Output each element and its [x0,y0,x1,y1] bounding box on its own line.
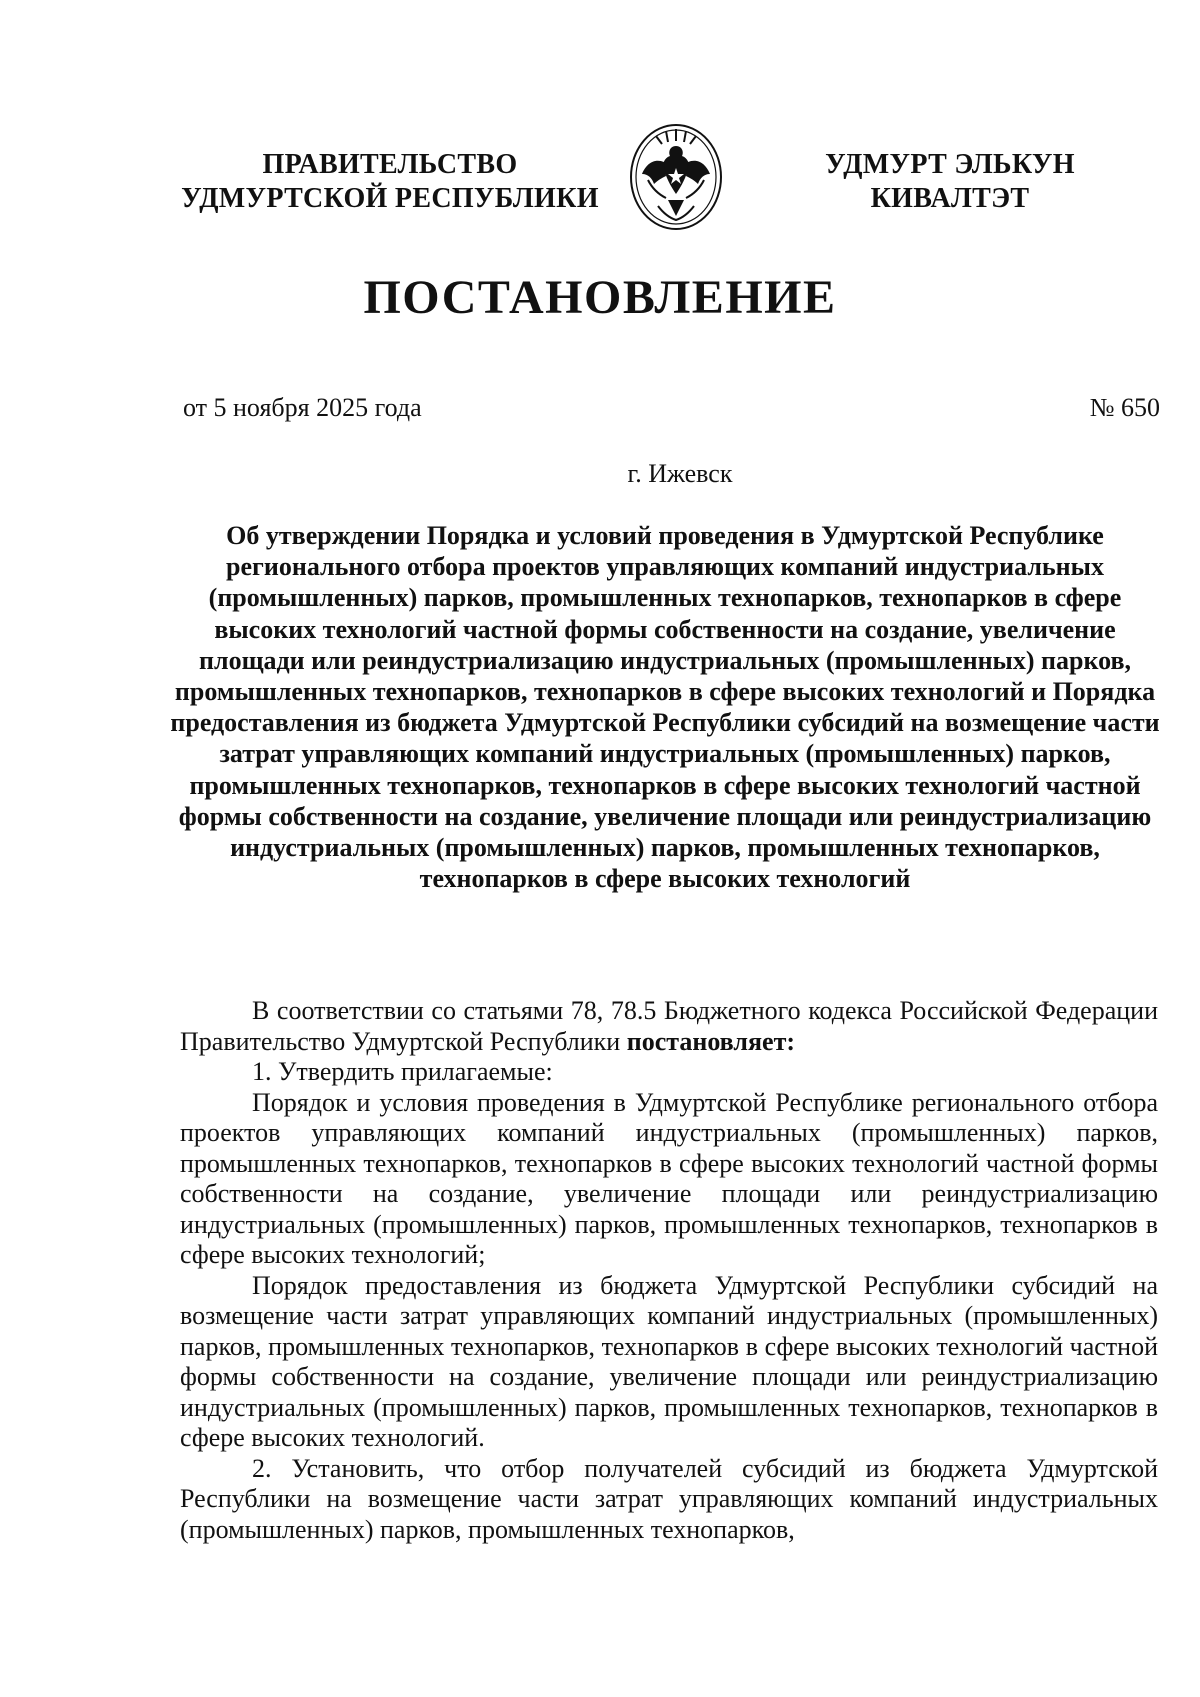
preamble-text: В соответствии со статьями 78, 78.5 Бюджетного кодекса Российской Федерации Правительство Удмуртской Республики [180,996,1158,1056]
coat-of-arms-emblem-icon [628,122,724,232]
body-paragraph-procedure-subsidies: Порядок предоставления из бюджета Удмуртской Республики субсидий на возмещение части затрат управляющих компаний индустриальных (промышленных) парков, промышленных технопарков, технопарков в сфере высоких технологий частной формы собственности на создание, увеличение площади или реиндустриализацию индустриальных (промышленных) парков, промышленных технопарков, технопарков в сфере высоких технологий. [180,1270,1158,1452]
body-paragraph-preamble [180,996,1158,1057]
org-right-line2: КИВАЛТЭТ [870,183,1030,214]
preamble-resolves: постановляет: [626,1026,795,1056]
document-city: г. Ижевск [627,459,733,488]
org-left-line1: ПРАВИТЕЛЬСТВО [262,149,518,180]
document-date: от 5 ноября 2025 года [183,393,422,422]
issuing-authority-russian [160,148,620,216]
document-type-heading: ПОСТАНОВЛЕНИЕ [363,271,837,324]
body-paragraph-item-2: 2. Установить, что отбор получателей субсидий из бюджета Удмуртской Республики на возмещение части затрат управляющих компаний индустриальных (промышленных) парков, промышленных технопарков, [180,1453,1158,1544]
resolution-title: Об утверждении Порядка и условий проведения в Удмуртской Республике регионального отбора проектов управляющих компаний индустриальных (промышленных) парков, промышленных технопарков, технопарков в сфере высоких технологий частной формы собственности на создание, увеличение площади или реиндустриализацию индустриальных (промышленных) парков, промышленных технопарков, технопарков в сфере высоких технологий и Порядка предоставления из бюджета Удмуртской Республики субсидий на возмещение части затрат управляющих компаний индустриальных (промышленных) парков, промышленных технопарков, технопарков в сфере высоких технологий частной формы собственности на создание, увеличение площади или реиндустриализацию индустриальных (промышленных) парков, промышленных технопарков, технопарков в сфере высоких технологий [170,521,1160,894]
document-number: № 650 [1089,393,1160,422]
body-paragraph-procedure-selection: Порядок и условия проведения в Удмуртской Республике регионального отбора проектов управляющих компаний индустриальных (промышленных) парков, промышленных технопарков, технопарков в сфере высоких технологий частной формы собственности на создание, увеличение площади или реиндустриализацию индустриальных (промышленных) парков, промышленных технопарков, технопарков в сфере высоких технологий; [180,1087,1158,1269]
resolution-body [180,996,1158,1545]
org-left-line2: УДМУРТСКОЙ РЕСПУБЛИКИ [181,183,599,214]
issuing-authority-udmurt [800,148,1100,216]
org-right-line1: УДМУРТ ЭЛЬКУН [825,149,1075,180]
body-paragraph-item-1: 1. Утвердить прилагаемые: [252,1057,553,1086]
